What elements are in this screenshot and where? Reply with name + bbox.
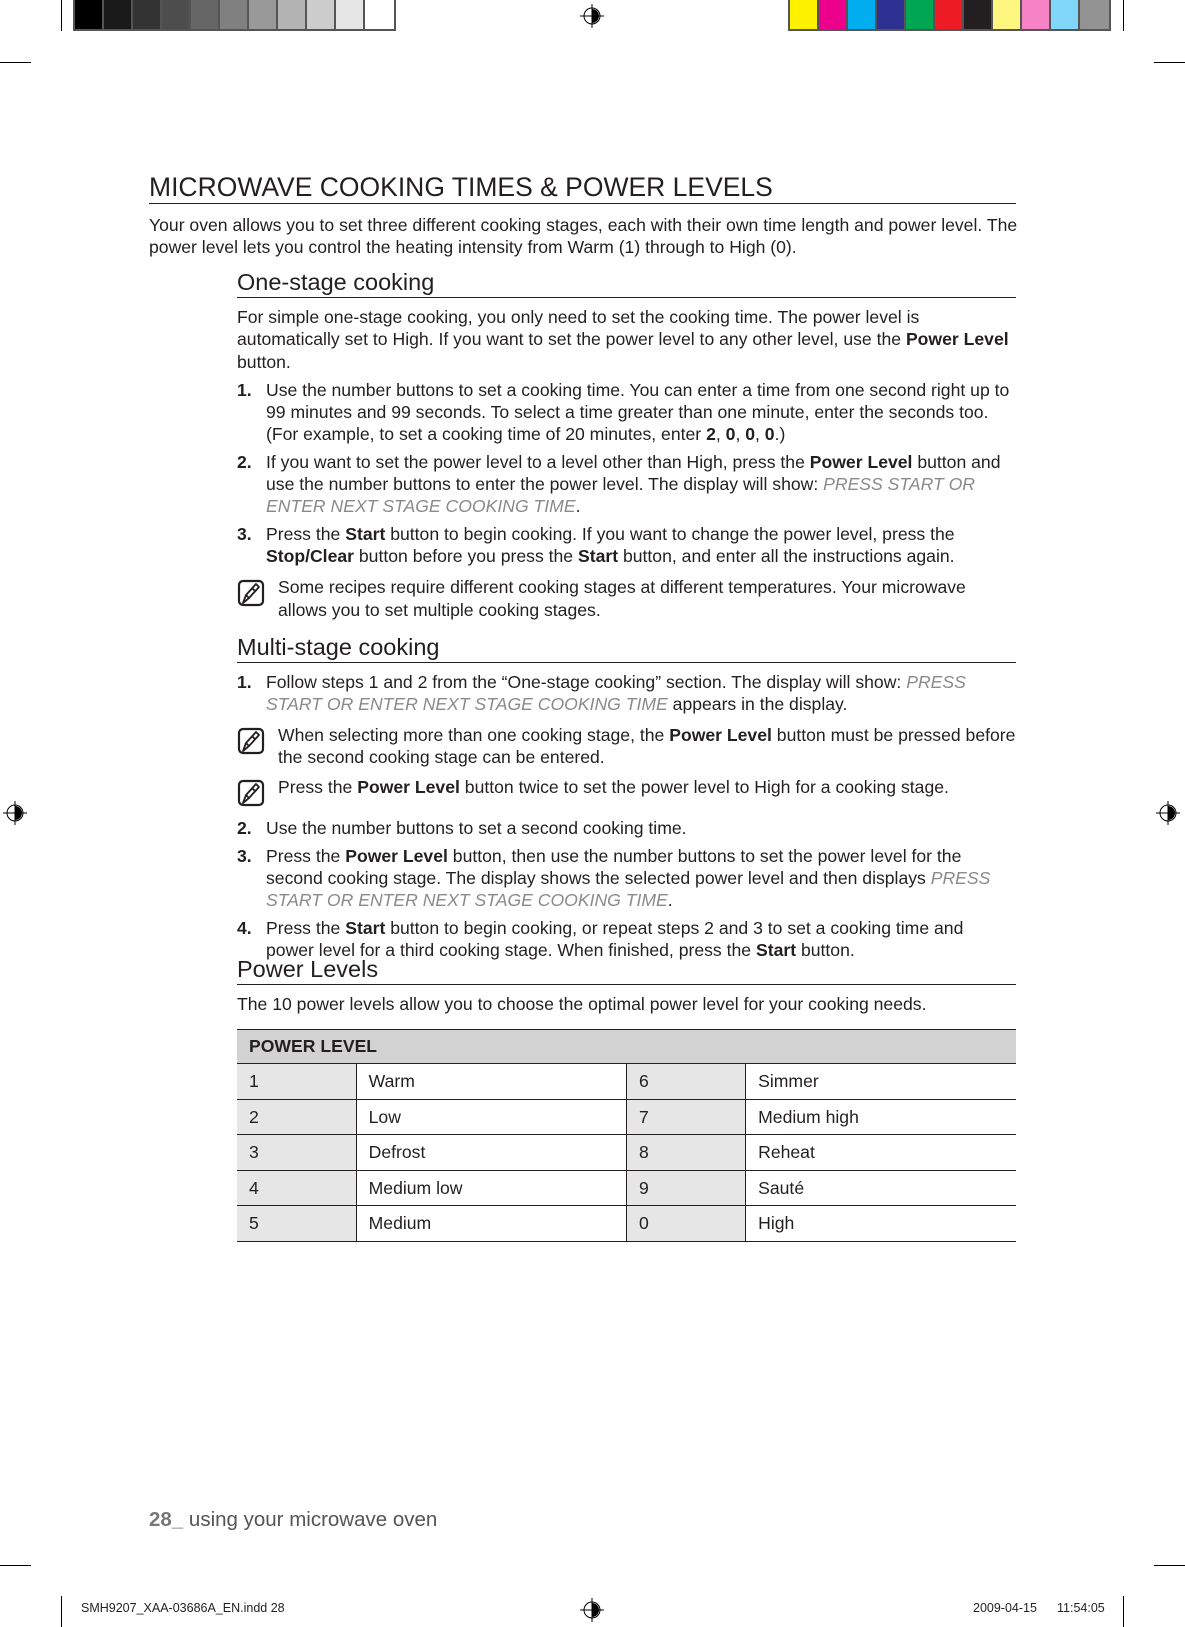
step-number: 2. — [237, 451, 252, 472]
color-swatch — [848, 0, 877, 29]
note — [237, 776, 1016, 812]
intro-paragraph — [149, 214, 1019, 259]
step-number: 4. — [237, 917, 252, 938]
one-stage-section — [237, 268, 1016, 621]
bold-text: 2 — [706, 424, 716, 445]
bold-text: Start — [577, 545, 619, 566]
text: button before you press the — [354, 545, 578, 566]
step-text — [266, 845, 1016, 912]
color-swatch — [249, 0, 278, 29]
text: Use the number buttons to set a cooking time. You can enter a time from one second right up to 99 minutes and 99 seconds. To select a time greater than one minute, enter the seconds too. (For example, to set a cooking time of 20 minutes, enter — [266, 379, 1010, 445]
level-name: Sauté — [746, 1170, 1016, 1206]
text: , — [715, 424, 726, 445]
step-number: 3. — [237, 523, 252, 544]
step-number: 1. — [237, 672, 252, 692]
color-swatch — [877, 0, 906, 29]
step-number: 1. — [237, 379, 252, 400]
note-icon — [237, 776, 278, 812]
registration-mark-icon — [1156, 801, 1180, 825]
color-swatch — [935, 0, 964, 29]
slug-date: 2009-04-15 — [973, 1601, 1037, 1615]
page-title: MICROWAVE COOKING TIMES & POWER LEVELS — [149, 172, 1016, 204]
bold-text: 0 — [764, 424, 775, 445]
registration-mark-icon — [580, 4, 604, 28]
page-footer — [149, 1508, 437, 1532]
text: Follow steps 1 and 2 from the “One-stage cooking” section. The display will show: — [266, 672, 907, 692]
bold-text: Start — [345, 917, 386, 938]
grayscale-color-bar — [73, 0, 396, 31]
bold-text: Power Level — [905, 329, 1009, 350]
list-item — [237, 523, 1016, 568]
table-row — [237, 1064, 1016, 1100]
color-swatch — [1080, 0, 1109, 29]
level-number: 8 — [626, 1135, 745, 1171]
level-number: 9 — [626, 1170, 745, 1206]
color-swatch — [906, 0, 935, 29]
color-swatch — [104, 0, 133, 29]
level-name: Medium — [356, 1206, 626, 1242]
text: , — [735, 424, 746, 445]
level-number: 0 — [626, 1206, 745, 1242]
bold-text: Start — [755, 939, 797, 960]
level-name: Low — [356, 1099, 626, 1135]
text: appears in the display. — [667, 694, 848, 715]
list-item — [237, 845, 1016, 912]
table-row — [237, 1135, 1016, 1171]
multi-stage-steps — [237, 817, 1016, 961]
step-text — [266, 817, 687, 839]
text: Your oven allows you to set three different cooking stages, each with their own time length and power level. The power level lets you control the heating intensity from Warm (1) through to High (0). — [149, 215, 1018, 258]
bold-text: Power Level — [345, 845, 448, 866]
text: Some recipes require different cooking stages at different temperatures. Your microwave allows you to set multiple cooking stages. — [278, 577, 966, 620]
note — [237, 724, 1016, 769]
step-number: 2. — [237, 818, 252, 839]
bold-text: 0 — [745, 424, 756, 445]
level-name: High — [746, 1206, 1016, 1242]
text: For simple one-stage cooking, you only need to set the cooking time. The power level is automatically set to High. If you want to set the power level to any other level, use the — [237, 307, 920, 350]
display-message: PRESS START OR ENTER NEXT STAGE COOKING TIME — [266, 474, 975, 517]
level-name: Medium high — [746, 1099, 1016, 1135]
text: , — [755, 424, 765, 445]
note-icon — [237, 724, 278, 769]
note-text — [278, 576, 1016, 621]
crop-mark — [0, 62, 31, 63]
level-name: Defrost — [356, 1135, 626, 1171]
crop-mark — [61, 0, 62, 31]
text: Press the — [266, 845, 346, 866]
footer-section: using your microwave oven — [183, 1508, 438, 1531]
level-number: 3 — [237, 1135, 356, 1171]
text: button. — [796, 939, 855, 960]
crop-mark — [61, 1596, 62, 1627]
crop-mark — [0, 1565, 31, 1566]
crop-mark — [1123, 0, 1124, 31]
level-number: 7 — [626, 1099, 745, 1135]
color-swatch — [75, 0, 104, 29]
list-item — [237, 379, 1016, 446]
level-name: Warm — [356, 1064, 626, 1100]
bold-text: Power Level — [357, 777, 460, 798]
level-number: 2 — [237, 1099, 356, 1135]
color-swatch — [1022, 0, 1051, 29]
table-row — [237, 1206, 1016, 1242]
text: button, and enter all the instructions again. — [618, 545, 955, 566]
crop-mark — [1154, 1565, 1185, 1566]
text: . — [667, 890, 673, 911]
color-swatch — [993, 0, 1022, 29]
list-item — [237, 671, 1016, 716]
power-level-table — [237, 1029, 1016, 1242]
text: button and use the number buttons to enter the power level. The display will show: — [266, 451, 1001, 495]
bold-text: Power Level — [809, 451, 913, 472]
power-levels-heading: Power Levels — [237, 955, 1016, 985]
display-message: PRESS START OR ENTER NEXT STAGE COOKING TIME — [266, 672, 966, 715]
crop-mark — [1123, 1596, 1124, 1627]
bold-text: Power Level — [669, 724, 772, 745]
list-item — [237, 817, 1016, 839]
color-swatch — [191, 0, 220, 29]
text: .) — [774, 424, 786, 445]
level-number: 5 — [237, 1206, 356, 1242]
note-icon — [237, 576, 278, 621]
one-stage-steps — [237, 379, 1016, 567]
text: Press the — [266, 917, 346, 938]
text: The 10 power levels allow you to choose the optimal power level for your cooking needs. — [237, 994, 927, 1014]
color-swatch — [1051, 0, 1080, 29]
text: Press the — [266, 523, 346, 544]
slug-filename: SMH9207_XAA-03686A_EN.indd 28 — [81, 1601, 285, 1615]
page-number: 28_ — [149, 1508, 184, 1531]
table-row — [237, 1170, 1016, 1206]
process-color-bar — [788, 0, 1111, 31]
text: Use the number buttons to set a second cooking time. — [266, 818, 687, 839]
step-text — [266, 523, 1016, 568]
step-text — [266, 379, 1016, 446]
one-stage-paragraph — [237, 306, 1016, 373]
color-swatch — [162, 0, 191, 29]
level-name: Reheat — [746, 1135, 1016, 1171]
step-text — [266, 671, 1016, 716]
display-message: PRESS START OR ENTER NEXT STAGE COOKING TIME — [266, 868, 991, 911]
bold-text: Start — [345, 523, 386, 544]
list-item — [237, 451, 1016, 518]
table-row — [237, 1099, 1016, 1135]
table-header: POWER LEVEL — [237, 1030, 1016, 1064]
slug-time: 11:54:05 — [1057, 1601, 1105, 1615]
bold-text: Stop/Clear — [266, 545, 354, 566]
text: button to begin cooking. If you want to change the power level, press the — [385, 523, 955, 544]
registration-mark-icon — [3, 801, 27, 825]
color-swatch — [307, 0, 336, 29]
step-text — [266, 451, 1016, 518]
color-swatch — [220, 0, 249, 29]
level-number: 6 — [626, 1064, 745, 1100]
color-swatch — [278, 0, 307, 29]
bold-text: 0 — [725, 424, 736, 445]
multi-stage-section — [237, 633, 1016, 961]
text: . — [575, 496, 581, 517]
one-stage-heading: One-stage cooking — [237, 268, 1016, 298]
crop-mark — [1154, 62, 1185, 63]
color-swatch — [336, 0, 365, 29]
power-levels-section — [237, 955, 1016, 1242]
color-swatch — [819, 0, 848, 29]
color-swatch — [365, 0, 394, 29]
text: button to begin cooking, or repeat steps 2 and 3 to set a cooking time and power level for a third cooking stage. When finished, press the — [266, 917, 964, 960]
level-number: 4 — [237, 1170, 356, 1206]
color-swatch — [790, 0, 819, 29]
text: Press the — [278, 777, 358, 798]
level-name: Simmer — [746, 1064, 1016, 1100]
color-swatch — [133, 0, 162, 29]
step-number: 3. — [237, 845, 252, 866]
power-levels-paragraph — [237, 993, 1016, 1015]
level-name: Medium low — [356, 1170, 626, 1206]
level-number: 1 — [237, 1064, 356, 1100]
registration-mark-icon — [580, 1598, 604, 1622]
text: When selecting more than one cooking stage, the — [278, 724, 670, 745]
text: button, then use the number buttons to set the power level for the second cooking stage. The display shows the selected power level and then displays — [266, 845, 962, 889]
text: button twice to set the power level to High for a cooking stage. — [459, 777, 949, 798]
multi-stage-heading: Multi-stage cooking — [237, 633, 1016, 663]
text: If you want to set the power level to a level other than High, press the — [266, 451, 810, 472]
color-swatch — [964, 0, 993, 29]
note — [237, 576, 1016, 621]
note-text — [278, 776, 949, 812]
text: button must be pressed before the second cooking stage can be entered. — [278, 724, 1016, 767]
text: button. — [237, 351, 291, 372]
note-text — [278, 724, 1016, 769]
